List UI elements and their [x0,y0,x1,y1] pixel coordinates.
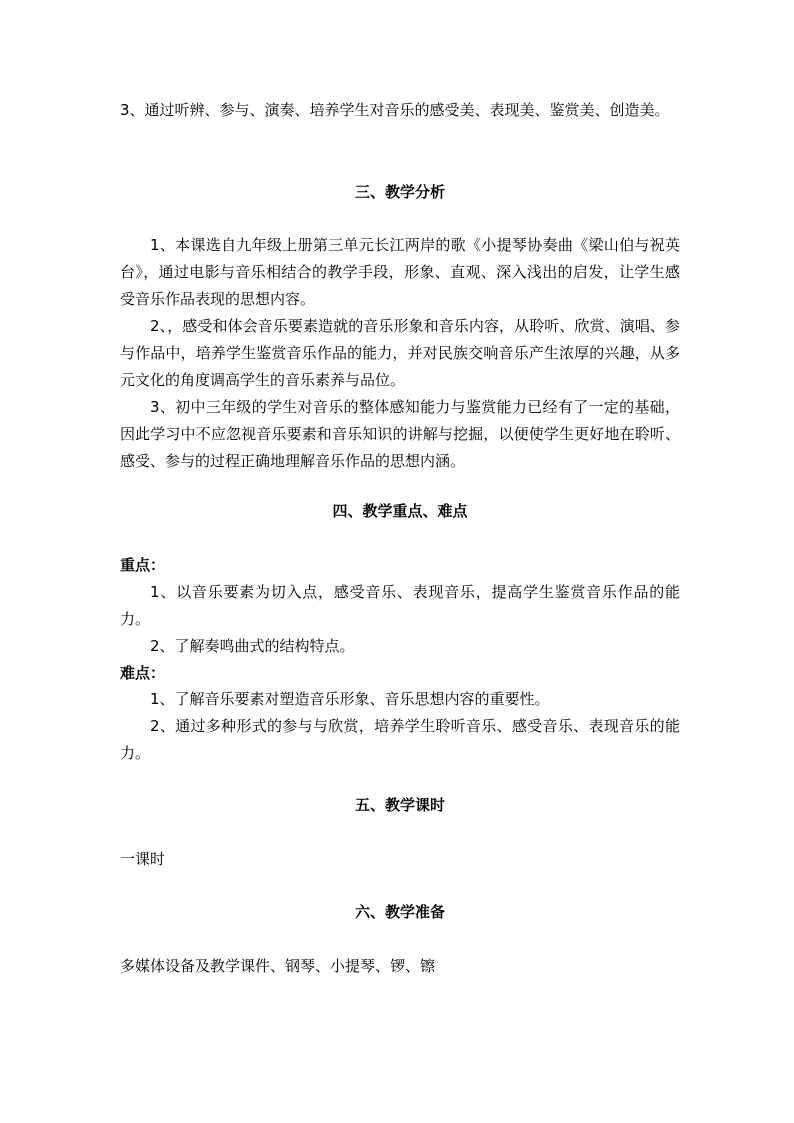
objective-item-3: 3、通过听辨、参与、演奏、培养学生对音乐的感受美、表现美、鉴赏美、创造美。 [120,101,670,119]
section-5-title: 五、教学课时 [354,796,445,814]
analysis-item-1: 1、本课选自九年级上册第三单元长江两岸的歌《小提琴协奏曲《梁山伯与祝英台》，通过电影与音乐相结合的教学手段，形象、直观、深入浅出的启发，让学生感受音乐作品表现的思想内容。 [120,236,680,308]
key-point-item-2: 2、了解奏鸣曲式的结构特点。 [150,637,355,655]
analysis-item-2: 2、，感受和体会音乐要素造就的音乐形象和音乐内容，从聆听、欣赏、演唱、参与作品中，培养学生鉴赏音乐作品的能力，并对民族交响音乐产生浓厚的兴趣，从多元文化的角度调高学生的音乐素养与品位。 [120,317,680,389]
teaching-materials: 多媒体设备及教学课件、钢琴、小提琴、锣、镲 [120,957,436,975]
key-points-label: 重点： [120,556,166,574]
difficult-point-item-1: 1、了解音乐要素对塑造音乐形象、音乐思想内容的重要性。 [150,690,550,708]
analysis-item-3: 3、初中三年级的学生对音乐的整体感知能力与鉴赏能力已经有了一定的基础，因此学习中不应忽视音乐要素和音乐知识的讲解与挖掘，以便使学生更好地在聆听、感受、参与的过程正确地理解音乐作品的思想内涵。 [120,398,680,470]
section-4-title: 四、教学重点、难点 [332,502,468,520]
difficult-points-label: 难点： [120,664,166,682]
section-6-title: 六、教学准备 [354,903,445,921]
key-point-item-1: 1、以音乐要素为切入点，感受音乐、表现音乐，提高学生鉴赏音乐作品的能力。 [120,583,680,628]
difficult-point-item-2: 2、通过多种形式的参与与欣赏，培养学生聆听音乐、感受音乐、表现音乐的能力。 [120,717,680,762]
lesson-count: 一课时 [120,850,166,868]
section-3-title: 三、教学分析 [354,183,445,201]
